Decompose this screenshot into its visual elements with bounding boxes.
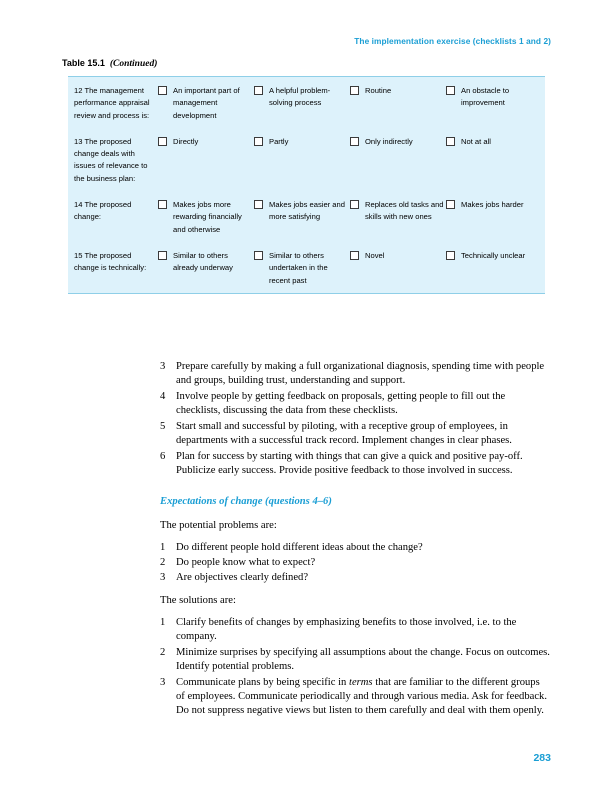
table-caption xyxy=(62,58,157,69)
list-item-number: 3 xyxy=(160,676,166,688)
option-label: Similar to others already underway xyxy=(173,250,233,273)
checkbox-icon[interactable] xyxy=(350,86,359,95)
list-item-text: Start small and successful by piloting, with a receptive group of employees, in departments with a successful track record. Implement changes in clear phases. xyxy=(176,420,512,446)
checkbox-icon[interactable] xyxy=(158,86,167,95)
running-head: The implementation exercise (checklists 1 and 2) xyxy=(354,36,551,46)
list-item-number: 5 xyxy=(160,420,166,432)
table-row xyxy=(68,128,545,191)
option-label: Partly xyxy=(269,136,289,146)
list-item-text: Do different people hold different ideas about the change? xyxy=(176,542,423,554)
problems-intro: The potential problems are: xyxy=(160,520,277,531)
question-cell xyxy=(68,136,158,185)
question-number: 12 xyxy=(74,86,83,95)
option-label: Novel xyxy=(365,250,385,260)
list-item-number: 2 xyxy=(160,646,166,658)
list-item-text: Minimize surprises by specifying all assumptions about the change. Focus on outcomes. Identify potential problems. xyxy=(176,646,550,672)
checkbox-icon[interactable] xyxy=(254,200,263,209)
checkbox-icon[interactable] xyxy=(254,137,263,146)
option-cell[interactable] xyxy=(158,85,254,122)
checkbox-icon[interactable] xyxy=(350,137,359,146)
checkbox-icon[interactable] xyxy=(350,200,359,209)
table-row xyxy=(68,77,545,128)
option-label: Makes jobs harder xyxy=(461,200,524,210)
option-label: A helpful problem-solving process xyxy=(269,86,331,108)
list-item-number: 2 xyxy=(160,556,166,568)
question-number: 14 xyxy=(74,200,83,210)
checkbox-icon[interactable] xyxy=(158,251,167,260)
page-number: 283 xyxy=(533,752,551,764)
question-cell xyxy=(68,85,158,122)
checkbox-icon[interactable] xyxy=(446,137,455,146)
question-cell xyxy=(68,199,158,236)
list-item xyxy=(160,450,551,478)
list-item-number: 1 xyxy=(160,616,166,628)
option-label: Only indirectly xyxy=(365,136,413,146)
list-item-number: 1 xyxy=(160,542,166,554)
question-text: The proposed change deals with issues of relevance to the business plan: xyxy=(74,136,148,183)
list-item xyxy=(160,556,551,570)
option-label: Makes jobs easier and more satisfying xyxy=(269,200,345,222)
option-cell[interactable] xyxy=(446,250,546,287)
list-item-text: Are objectives clearly defined? xyxy=(176,571,309,583)
option-cell[interactable] xyxy=(254,85,350,122)
option-cell[interactable] xyxy=(446,136,546,185)
list-item-text: Involve people by getting feedback on proposals, getting people to fill out the checklists, discussing the data from these checklists. xyxy=(176,390,506,417)
option-label: Technically unclear xyxy=(461,250,526,260)
list-item-text-post: that are familiar to the different groups of employees. Communicate periodically and through various media. Ask for feedback. Do not suppress negative views but listen to them carefully and deal with them openly. xyxy=(176,676,547,717)
checklist-table xyxy=(68,76,545,294)
list-item-text: Plan for success by starting with things that can give a quick and positive pay-off. Publicize early success. Provide positive feedback to those involved in success. xyxy=(176,450,523,476)
checkbox-icon[interactable] xyxy=(446,251,455,260)
list-item-text: Clarify benefits of changes by emphasizing benefits to those involved, i.e. to the company. xyxy=(176,616,517,643)
option-cell[interactable] xyxy=(446,85,546,122)
body-content xyxy=(0,360,613,727)
list-item-number: 4 xyxy=(160,390,166,402)
option-label: Similar to others undertaken in the recent past xyxy=(269,250,328,285)
checkbox-icon[interactable] xyxy=(158,137,167,146)
list-item xyxy=(160,571,551,585)
table-row xyxy=(68,242,545,293)
checkbox-icon[interactable] xyxy=(350,251,359,260)
option-cell[interactable] xyxy=(254,199,350,236)
question-number: 15 xyxy=(74,250,83,260)
option-cell[interactable] xyxy=(158,250,254,287)
option-cell[interactable] xyxy=(446,199,546,236)
option-label: An obstacle to improvement xyxy=(461,86,510,108)
option-label: Directly xyxy=(173,136,199,146)
question-text: The proposed change: xyxy=(74,200,132,222)
list-item xyxy=(160,541,551,555)
list-item xyxy=(160,616,551,644)
list-item-number: 3 xyxy=(160,571,166,583)
option-label: Replaces old tasks and skills with new ones xyxy=(365,200,444,222)
option-cell[interactable] xyxy=(158,199,254,236)
option-cell[interactable] xyxy=(350,136,446,185)
option-cell[interactable] xyxy=(158,136,254,185)
question-cell xyxy=(68,250,158,287)
list-item-text: Prepare carefully by making a full organizational diagnosis, spending time with people and groups, building trust, understanding and support. xyxy=(176,361,545,387)
solutions-intro: The solutions are: xyxy=(160,594,236,606)
table-caption-label: Table 15.1 xyxy=(62,58,105,68)
list-item-number: 6 xyxy=(160,450,166,462)
list-item-text: Do people know what to expect? xyxy=(176,556,316,568)
list-item xyxy=(160,676,551,719)
checkbox-icon[interactable] xyxy=(446,86,455,95)
continued-numbered-list xyxy=(160,360,551,478)
list-item xyxy=(160,646,551,674)
table-caption-note: (Continued) xyxy=(109,59,158,69)
list-item xyxy=(160,390,551,418)
list-item xyxy=(160,420,551,448)
list-item xyxy=(160,360,551,388)
option-cell[interactable] xyxy=(350,250,446,287)
option-cell[interactable] xyxy=(254,250,350,287)
option-label: Routine xyxy=(365,86,392,95)
list-item-text-emphasis: terms xyxy=(349,676,373,688)
problems-list xyxy=(160,541,551,585)
checkbox-icon[interactable] xyxy=(446,200,455,209)
option-cell[interactable] xyxy=(254,136,350,185)
table-row xyxy=(68,191,545,242)
checkbox-icon[interactable] xyxy=(254,86,263,95)
question-text: The proposed change is technically: xyxy=(74,250,147,273)
option-cell[interactable] xyxy=(350,85,446,122)
solutions-list xyxy=(160,616,551,718)
option-label: Makes jobs more rewarding financially and otherwise xyxy=(173,200,242,234)
checkbox-icon[interactable] xyxy=(158,200,167,209)
section-heading: Expectations of change (questions 4–6) xyxy=(160,496,332,507)
list-item-number: 3 xyxy=(160,361,166,372)
question-number: 13 xyxy=(74,136,83,146)
option-label: An important part of management development xyxy=(173,86,240,120)
checkbox-icon[interactable] xyxy=(254,251,263,260)
question-text: The management performance appraisal review and process is: xyxy=(74,86,150,120)
option-cell[interactable] xyxy=(350,199,446,236)
option-label: Not at all xyxy=(461,136,491,146)
list-item-text-pre: Communicate plans by being specific in xyxy=(176,676,349,688)
